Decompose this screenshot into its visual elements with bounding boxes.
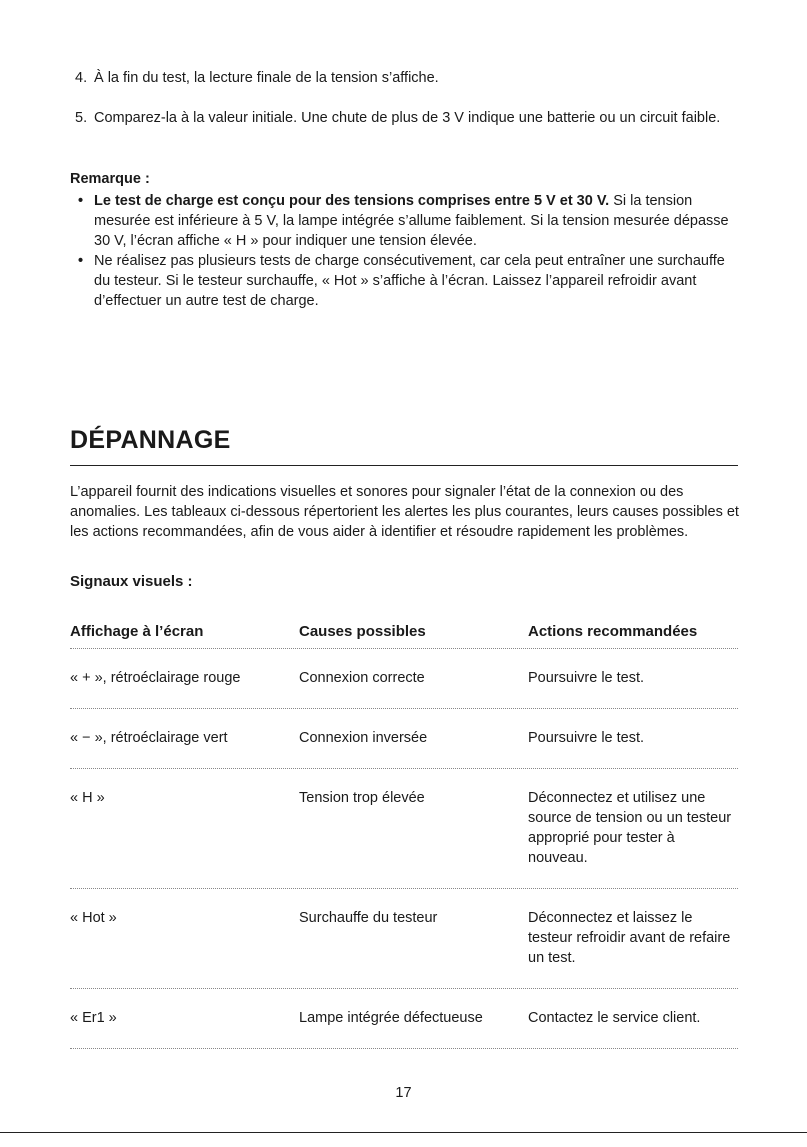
section-divider [70,465,738,466]
page-bottom-rule [0,1132,807,1133]
bullet-text [94,191,743,251]
cell-action: Déconnectez et utilisez une source de tension ou un testeur approprié pour tester à nouveau. [528,790,732,866]
table-row [70,889,738,989]
cell-display: « + », rétroéclairage rouge [70,670,241,686]
cell-display: « Er1 » [70,1010,117,1026]
steps-list [75,68,745,128]
step-text: À la fin du test, la lecture finale de la tension s’affiche. [94,70,439,86]
table-row [70,769,738,889]
note-bullet [78,191,743,251]
cell-action: Poursuivre le test. [528,670,645,686]
step-5 [75,108,745,128]
step-number: 5. [75,110,88,126]
cell-action: Déconnectez et laissez le testeur refroidir avant de refaire un test. [528,910,731,966]
page-number: 17 [395,1085,412,1101]
header-actions: Actions recommandées [528,623,698,640]
note-bullets [78,191,743,311]
cell-cause: Surchauffe du testeur [299,910,438,926]
visual-signals-table [70,622,738,1049]
cell-cause: Connexion inversée [299,730,428,746]
subsection-title: Signaux visuels : [70,573,193,590]
step-text: Comparez-la à la valeur initiale. Une chute de plus de 3 V indique une batterie ou un circuit faible. [94,110,721,126]
table-header [70,622,738,649]
step-number: 4. [75,70,88,86]
note-bullet [78,251,743,311]
cell-cause: Connexion correcte [299,670,425,686]
bullet-body-text: Ne réalisez pas plusieurs tests de charge consécutivement, car cela peut entraîner une surchauffe du testeur. Si le testeur surchauffe, « Hot » s’affiche à l’écran. Laissez l’appareil refroidir avant d’effectuer un autre test de charge. [94,253,725,309]
note-title: Remarque : [70,171,150,187]
step-4 [75,68,745,88]
bullet-text [94,251,743,311]
cell-cause: Tension trop élevée [299,790,425,806]
header-causes: Causes possibles [299,623,426,640]
table-row [70,649,738,709]
bullet-body-text: Si la tension mesurée est inférieure à 5 V, la lampe intégrée s’allume faiblement. Si la tension mesurée dépasse 30 V, l’écran affiche « H » pour indiquer une tension élevée. [94,193,729,249]
bullet-dot: • [78,193,84,209]
cell-display: « − », rétroéclairage vert [70,730,228,746]
cell-action: Poursuivre le test. [528,730,645,746]
bullet-bold-text: Le test de charge est conçu pour des tensions comprises entre 5 V et 30 V. [94,193,610,209]
table-row [70,709,738,769]
bullet-dot: • [78,253,84,269]
section-title: DÉPANNAGE [70,426,231,454]
cell-display: « H » [70,790,105,806]
cell-display: « Hot » [70,910,117,926]
section-intro: L’appareil fournit des indications visuelles et sonores pour signaler l’état de la connexion ou des anomalies. Les tableaux ci-dessous répertorient les alertes les plus courantes, leurs causes possibles et les actions recommandées, afin de vous aider à identifier et résoudre rapidement les problèmes. [70,484,739,540]
header-display: Affichage à l’écran [70,623,204,640]
cell-cause: Lampe intégrée défectueuse [299,1010,483,1026]
cell-action: Contactez le service client. [528,1010,701,1026]
table-row [70,989,738,1049]
